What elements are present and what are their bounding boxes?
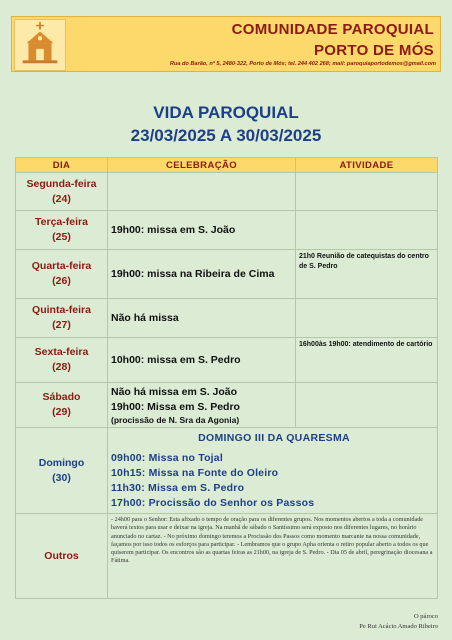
day-cell [16,383,108,428]
column-header-celebration: CELEBRAÇÃO [108,158,296,173]
day-number: (24) [52,192,71,205]
schedule-table [15,157,438,599]
day-number: (29) [52,406,71,418]
sunday-mass-line: 10h15: Missa na Fonte do Oleiro [111,466,279,479]
town-title: PORTO DE MÓS [313,42,434,59]
parish-logo [14,19,66,71]
day-cell [16,211,108,250]
day-name: Quinta-feira [32,304,91,316]
table-header-row [16,158,438,173]
celebration-line: Não há missa em S. João [111,385,238,398]
header-banner [11,16,441,72]
table-row-monday [16,173,438,211]
day-name: Sábado [42,391,81,403]
day-cell [16,428,108,514]
day-cell [16,250,108,299]
table-row-sunday [16,428,438,514]
contact-address: Rua do Barão, nº 5, 2480-322, Porto de Mós; tel. 244 402 268; mail: paroquiaportodemos@gmail.com [169,61,436,67]
community-title: COMUNIDADE PAROQUIAL [231,21,434,38]
day-number: (30) [52,471,71,484]
activity-cell [296,211,438,250]
sunday-celebration-cell [108,428,438,514]
footer-signature-name: Pe Rui Acácio Amado Ribeiro [359,623,438,630]
date-range: 23/03/2025 A 30/03/2025 [130,126,322,145]
day-name: Sexta-feira [34,346,89,358]
activity-cell [296,299,438,338]
procession-note: (procissão de N. Sra da Agonia) [111,414,240,425]
activity-cell [296,383,438,428]
table-row-saturday [16,383,438,428]
celebration-cell [108,173,296,211]
celebration-cell [108,383,296,428]
activity-cell [296,173,438,211]
day-number: (27) [52,319,71,331]
celebration-cell: 19h00: missa em S. João [108,211,296,250]
sunday-mass-line: 17h00: Procissão do Senhor os Passos [111,496,315,509]
page-title: VIDA PAROQUIAL [153,103,299,122]
day-cell [16,338,108,383]
activity-cell: 16h00às 19h00: atendimento de cartório [296,338,438,383]
outros-label: Outros [16,514,108,599]
day-name: Quarta-feira [31,260,92,272]
church-logo-icon [15,20,65,70]
column-header-activity: ATIVIDADE [296,158,438,173]
celebration-line: 19h00: Missa em S. Pedro [111,400,240,413]
day-name: Domingo [38,456,85,469]
column-header-day: DIA [16,158,108,173]
table-row-friday [16,338,438,383]
day-number: (25) [52,231,71,243]
outros-notes: - 24h00 para o Senhor: Esta afixado o tempo de oração para os diferentes grupos. Nos momentos abertos a toda a comunidade haverá textos para usar e deixar na igreja. Na manhã de sábado o Santíssimo será exposto nos diferentes lugares, no horário anunciado no cartaz. - No próximo domingo teremos a Procissão dos Passos como momento marcante na nossa comunidade, façamos por isso todos os esforços para participar. - Lembramos que o grupo Apha orienta o retiro popular aberto a todos os que quiserem participar. Os encontros são as quartas feiras as 21h00, na igreja de S. Pedro. - Dia 05 de abril, peregrinação diocesana a Fátima. [108,514,438,599]
activity-cell: 21h0 Reunião de catequistas do centro de S. Pedro [296,250,438,299]
day-name: Terça-feira [35,216,88,228]
table-row-tuesday [16,211,438,250]
day-name: Segunda-feira [26,177,97,190]
sunday-mass-line: 11h30: Missa em S. Pedro [111,481,245,494]
table-row-outros [16,514,438,599]
celebration-cell: Não há missa [108,299,296,338]
day-cell [16,173,108,211]
day-number: (26) [52,275,71,287]
sunday-mass-line: 09h00: Missa no Tojal [111,451,223,464]
sunday-heading: DOMINGO III DA QUARESMA [198,431,350,444]
table-row-thursday [16,299,438,338]
footer-role: O pároco [413,613,438,620]
celebration-cell: 10h00: missa em S. Pedro [108,338,296,383]
day-number: (28) [52,361,71,373]
table-row-wednesday [16,250,438,299]
celebration-cell: 19h00: missa na Ribeira de Cima [108,250,296,299]
day-cell [16,299,108,338]
